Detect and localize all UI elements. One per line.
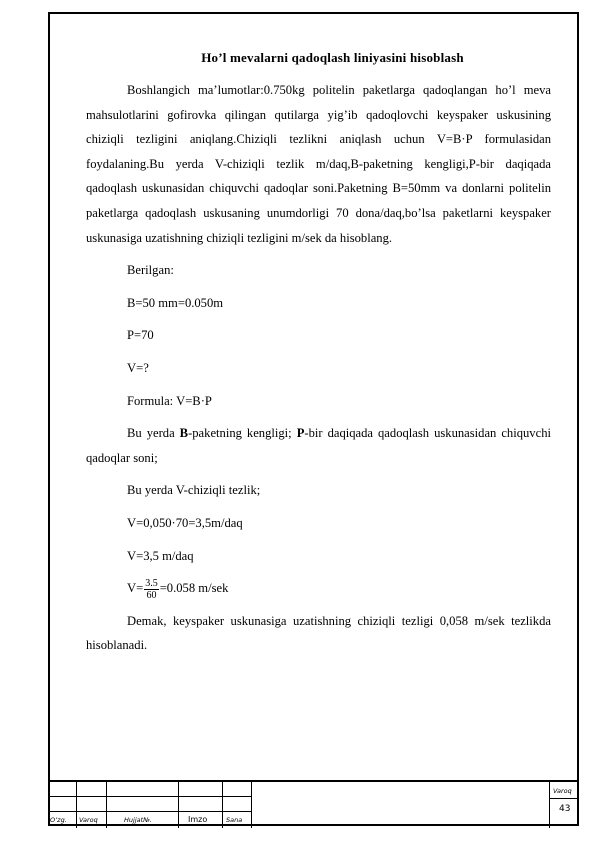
page-title: Ho’l mevalarni qadoqlash liniyasini hisoblash [201, 50, 464, 65]
page-number: 43 [559, 804, 571, 814]
fraction-numerator: 3.5 [145, 577, 158, 589]
stamp-divider [76, 782, 77, 828]
given-v: V=? [127, 360, 149, 375]
stamp-divider [106, 782, 107, 828]
fraction-denominator: 60 [146, 589, 157, 601]
document-body [86, 78, 551, 658]
calc-line-3 [86, 576, 551, 601]
given-p: P=70 [127, 328, 154, 343]
stamp-divider [178, 782, 179, 828]
stamp-divider [549, 782, 550, 828]
stamp-varoq-right-label: Varoq [553, 787, 572, 795]
calc-line-1: V=0,050·70=3,5m/daq [127, 515, 243, 530]
calc3-prefix: V= [127, 581, 144, 596]
stamp-row-line [549, 798, 579, 799]
stamp-row-line [48, 811, 251, 812]
intro-paragraph: Boshlangich ma’lumotlar:0.750kg politelin paketlarga qadoqlangan ho’l meva mahsulotlarini gofirovka qilingan qutilarga yig’ib qadoqlovchi keyspaker uskusining chiziqli tezligini aniqlang.Chiziqli tezlikni aniqlash uchun V=B·P formulasidan foydalaning.Bu yerda V-chiziqli tezlik m/daq,B-paketning kengligi,P-bir daqiqada qadoqlash uskunasidan chiquvchi qadoqlar soni.Paketning B=50mm va donlarni politelin paketlarga qadoqlash uskusaning unumdorligi 70 dona/daq,bo’lsa paketlarni keyspaker uskunasiga uzatishning chiziqli tezligini m/sek da hisoblang. [86, 83, 551, 245]
title-block-stamp [48, 780, 579, 828]
stamp-sana-label: Sana [226, 816, 243, 824]
explain-p-symbol: P [296, 426, 305, 441]
formula-line: Formula: V=B·P [127, 393, 212, 408]
fraction [144, 578, 159, 601]
calc-line-2: V=3,5 m/daq [127, 548, 194, 563]
explanation-paragraph [86, 421, 551, 470]
stamp-hujjat-label: Hujjat№. [124, 816, 152, 824]
stamp-divider [222, 782, 223, 828]
stamp-row-line [48, 796, 251, 797]
explain-text-e: -bir daqiqada qadoqlash uskunasidan chiquvchi qadoqlar soni; [86, 426, 551, 465]
explain-b-symbol: B [179, 426, 189, 441]
explain-text-c: -paketning kengligi; [188, 426, 297, 441]
stamp-imzo-label: Imzo [188, 815, 208, 824]
conclusion-paragraph: Demak, keyspaker uskunasiga uzatishning chiziqli tezligi 0,058 m/sek tezlikda hisoblanadi. [86, 613, 551, 653]
explain-text-a: Bu yerda [127, 426, 180, 441]
given-label: Berilgan: [127, 263, 174, 278]
stamp-ozg-label: O’zg. [50, 816, 67, 824]
stamp-varoq-label: Varoq [79, 816, 98, 824]
explanation-v: Bu yerda V-chiziqli tezlik; [127, 483, 261, 498]
stamp-divider [251, 782, 252, 828]
calc3-suffix: =0.058 m/sek [159, 581, 229, 596]
given-b: B=50 mm=0.050m [127, 295, 224, 310]
